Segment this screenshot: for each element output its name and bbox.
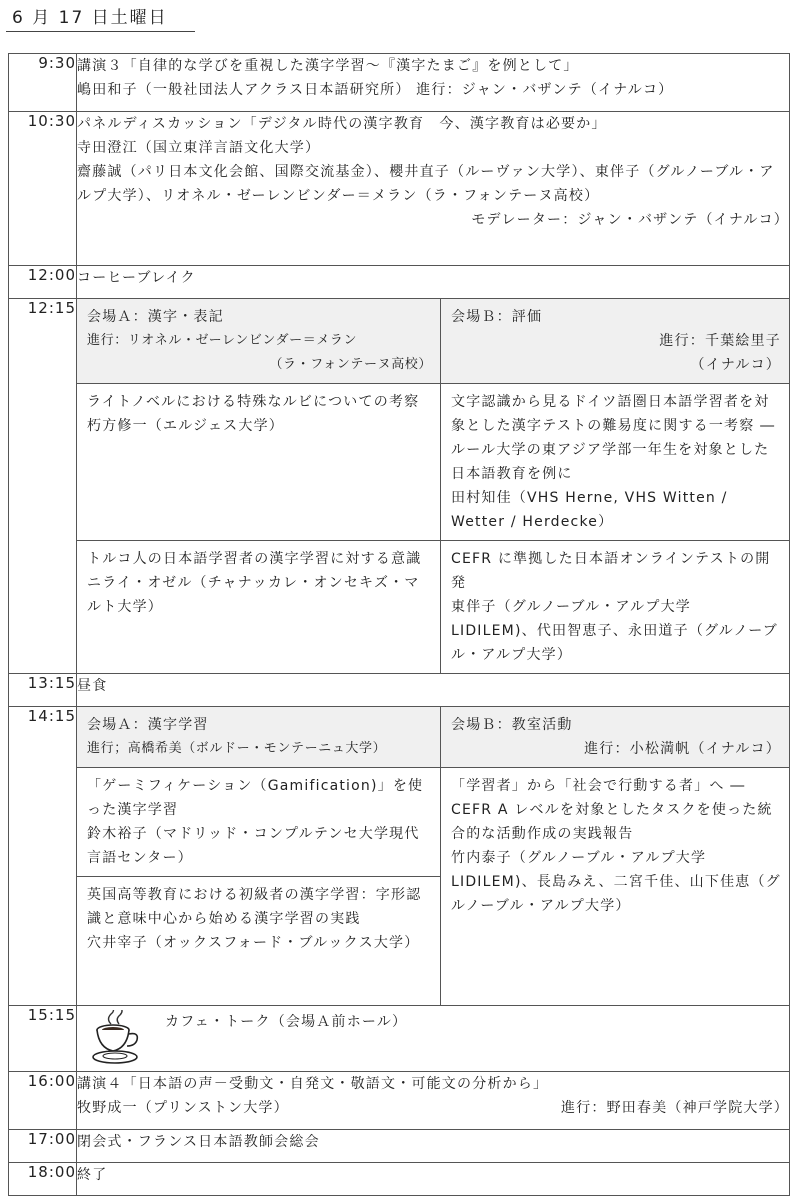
presentation (77, 877, 441, 1005)
panel-members: 齋藤誠（パリ日本文化会館、国際交流基金）、櫻井直子（ルーヴァン大学）、東伴子（グルノーブル・アルプ大学）、リオネル・ゼーレンビンダー＝メラン（ラ・フォンテーヌ高校） (77, 164, 775, 204)
venue-b-header (441, 707, 790, 768)
presentation-title: トルコ人の日本語学習者の漢字学習に対する意識 (87, 551, 422, 567)
panel-moderator: モデレーター：ジャン・バザンテ（イナルコ） (471, 212, 789, 228)
presentation-speaker: 朽方修一（エルジェス大学） (87, 418, 284, 434)
time-cell: 14:15 (9, 707, 77, 1006)
schedule-table (8, 53, 790, 1196)
lecture-speaker: 牧野成一（プリンストン大学） (77, 1099, 289, 1116)
time-cell: 17:00 (9, 1129, 77, 1162)
venue-a-moderator-affiliation: （ラ・フォンテーヌ高校） (269, 357, 432, 372)
content-cell (77, 112, 790, 266)
presentation-speaker: ニライ・オゼル（チャナッカレ・オンセキズ・マルト大学） (87, 575, 420, 615)
content-cell (77, 1005, 790, 1071)
venue-a-title: 会場Ａ：漢字学習 (87, 717, 209, 733)
venue-b-title: 会場Ｂ：教室活動 (451, 717, 573, 733)
schedule-row (9, 54, 790, 112)
content-cell (77, 1071, 790, 1129)
schedule-row (9, 266, 790, 299)
parallel-sessions (77, 299, 790, 674)
presentation (77, 768, 441, 877)
schedule-row (9, 1129, 790, 1162)
page-title: 6 月 17 日土曜日 (6, 5, 195, 32)
panel-chair: 寺田澄江（国立東洋言語文化大学） (77, 140, 321, 156)
lecture-moderator: 進行：野田春美（神戸学院大学） (561, 1099, 789, 1116)
presentation (441, 541, 790, 674)
content-cell: 閉会式・フランス日本語教師会総会 (77, 1129, 790, 1162)
lecture-speaker: 嶋田和子（一般社団法人アクラス日本語研究所） 進行：ジャン・バザンテ（イナルコ） (77, 82, 674, 98)
presentation-speaker: 田村知佳（VHS Herne, VHS Witten / Wetter / Herdecke） (451, 490, 728, 530)
presentation-speaker: 竹内泰子（グルノーブル・アルプ大学 LIDILEM)、長島みえ、二宮千佳、山下佳恵（グルノーブル・アルプ大学） (451, 850, 781, 914)
content-cell: 終了 (77, 1162, 790, 1195)
schedule-row (9, 1071, 790, 1129)
time-cell: 9:30 (9, 54, 77, 112)
presentation-speaker: 穴井宰子（オックスフォード・ブルックス大学） (87, 935, 420, 951)
time-cell: 13:15 (9, 674, 77, 707)
presentation (77, 384, 441, 541)
presentation-title: CEFR に準拠した日本語オンラインテストの開発 (451, 551, 771, 591)
content-cell: 昼食 (77, 674, 790, 707)
time-cell: 18:00 (9, 1162, 77, 1195)
coffee-cup-icon (91, 1010, 149, 1066)
presentation-title: 文字認識から見るドイツ語圏日本語学習者を対象とした漢字テストの難易度に関する一考察 ― ルール大学の東アジア学部一年生を対象とした日本語教育を例に (451, 394, 776, 482)
venue-a-moderator: 進行；高橋希美（ボルドー・モンテーニュ大学） (87, 741, 387, 756)
schedule-row (9, 112, 790, 266)
venue-b-moderator-affiliation: （イナルコ） (690, 357, 781, 373)
presentation-speaker: 東伴子（グルノーブル・アルプ大学 LIDILEM)、代田智恵子、永田道子（グルノーブル・アルプ大学） (451, 599, 778, 663)
venue-a-title: 会場Ａ：漢字・表記 (87, 309, 224, 325)
presentation (441, 384, 790, 541)
schedule-row (9, 299, 790, 674)
lecture-title: 講演４「日本語の声－受動文・自発文・敬語文・可能文の分析から」 (77, 1075, 549, 1092)
venue-a-header (77, 299, 441, 384)
presentation-title: 「学習者」から「社会で行動する者」へ ― CEFR A レベルを対象としたタスクを使った統合的な活動作成の実践報告 (451, 778, 773, 842)
schedule-row (9, 1162, 790, 1195)
time-cell: 12:00 (9, 266, 77, 299)
venue-b-title: 会場Ｂ：評価 (451, 309, 543, 325)
venue-a-moderator: 進行：リオネル・ゼーレンビンダー＝メラン (87, 333, 358, 348)
venue-a-header (77, 707, 441, 768)
cafe-talk-label: カフェ・トーク（会場Ａ前ホール） (165, 1013, 408, 1030)
presentation (77, 541, 441, 674)
schedule-row (9, 674, 790, 707)
schedule-row (9, 1005, 790, 1071)
time-cell: 10:30 (9, 112, 77, 266)
content-cell: コーヒーブレイク (77, 266, 790, 299)
venue-b-moderator: 進行：千葉絵里子 (659, 333, 781, 349)
presentation-title: ライトノベルにおける特殊なルビについての考察 (87, 394, 420, 410)
panel-title: パネルディスカッション「デジタル時代の漢字教育 今、漢字教育は必要か」 (77, 116, 607, 132)
time-cell: 16:00 (9, 1071, 77, 1129)
venue-b-moderator: 進行：小松満帆（イナルコ） (584, 741, 781, 757)
lecture-title: 講演３「自律的な学びを重視した漢字学習～『漢字たまご』を例として」 (77, 58, 579, 74)
time-cell: 15:15 (9, 1005, 77, 1071)
parallel-sessions (77, 707, 790, 1006)
time-cell: 12:15 (9, 299, 77, 674)
content-cell (77, 54, 790, 112)
presentation (441, 768, 790, 1005)
presentation-title: 「ゲーミフィケーション（Gamification)」を使った漢字学習 (87, 778, 424, 818)
presentation-speaker: 鈴木裕子（マドリッド・コンプルテンセ大学現代言語センター） (87, 826, 420, 866)
schedule-row (9, 707, 790, 1006)
venue-b-header (441, 299, 790, 384)
presentation-title: 英国高等教育における初級者の漢字学習：字形認識と意味中心から始める漢字学習の実践 (87, 887, 422, 927)
